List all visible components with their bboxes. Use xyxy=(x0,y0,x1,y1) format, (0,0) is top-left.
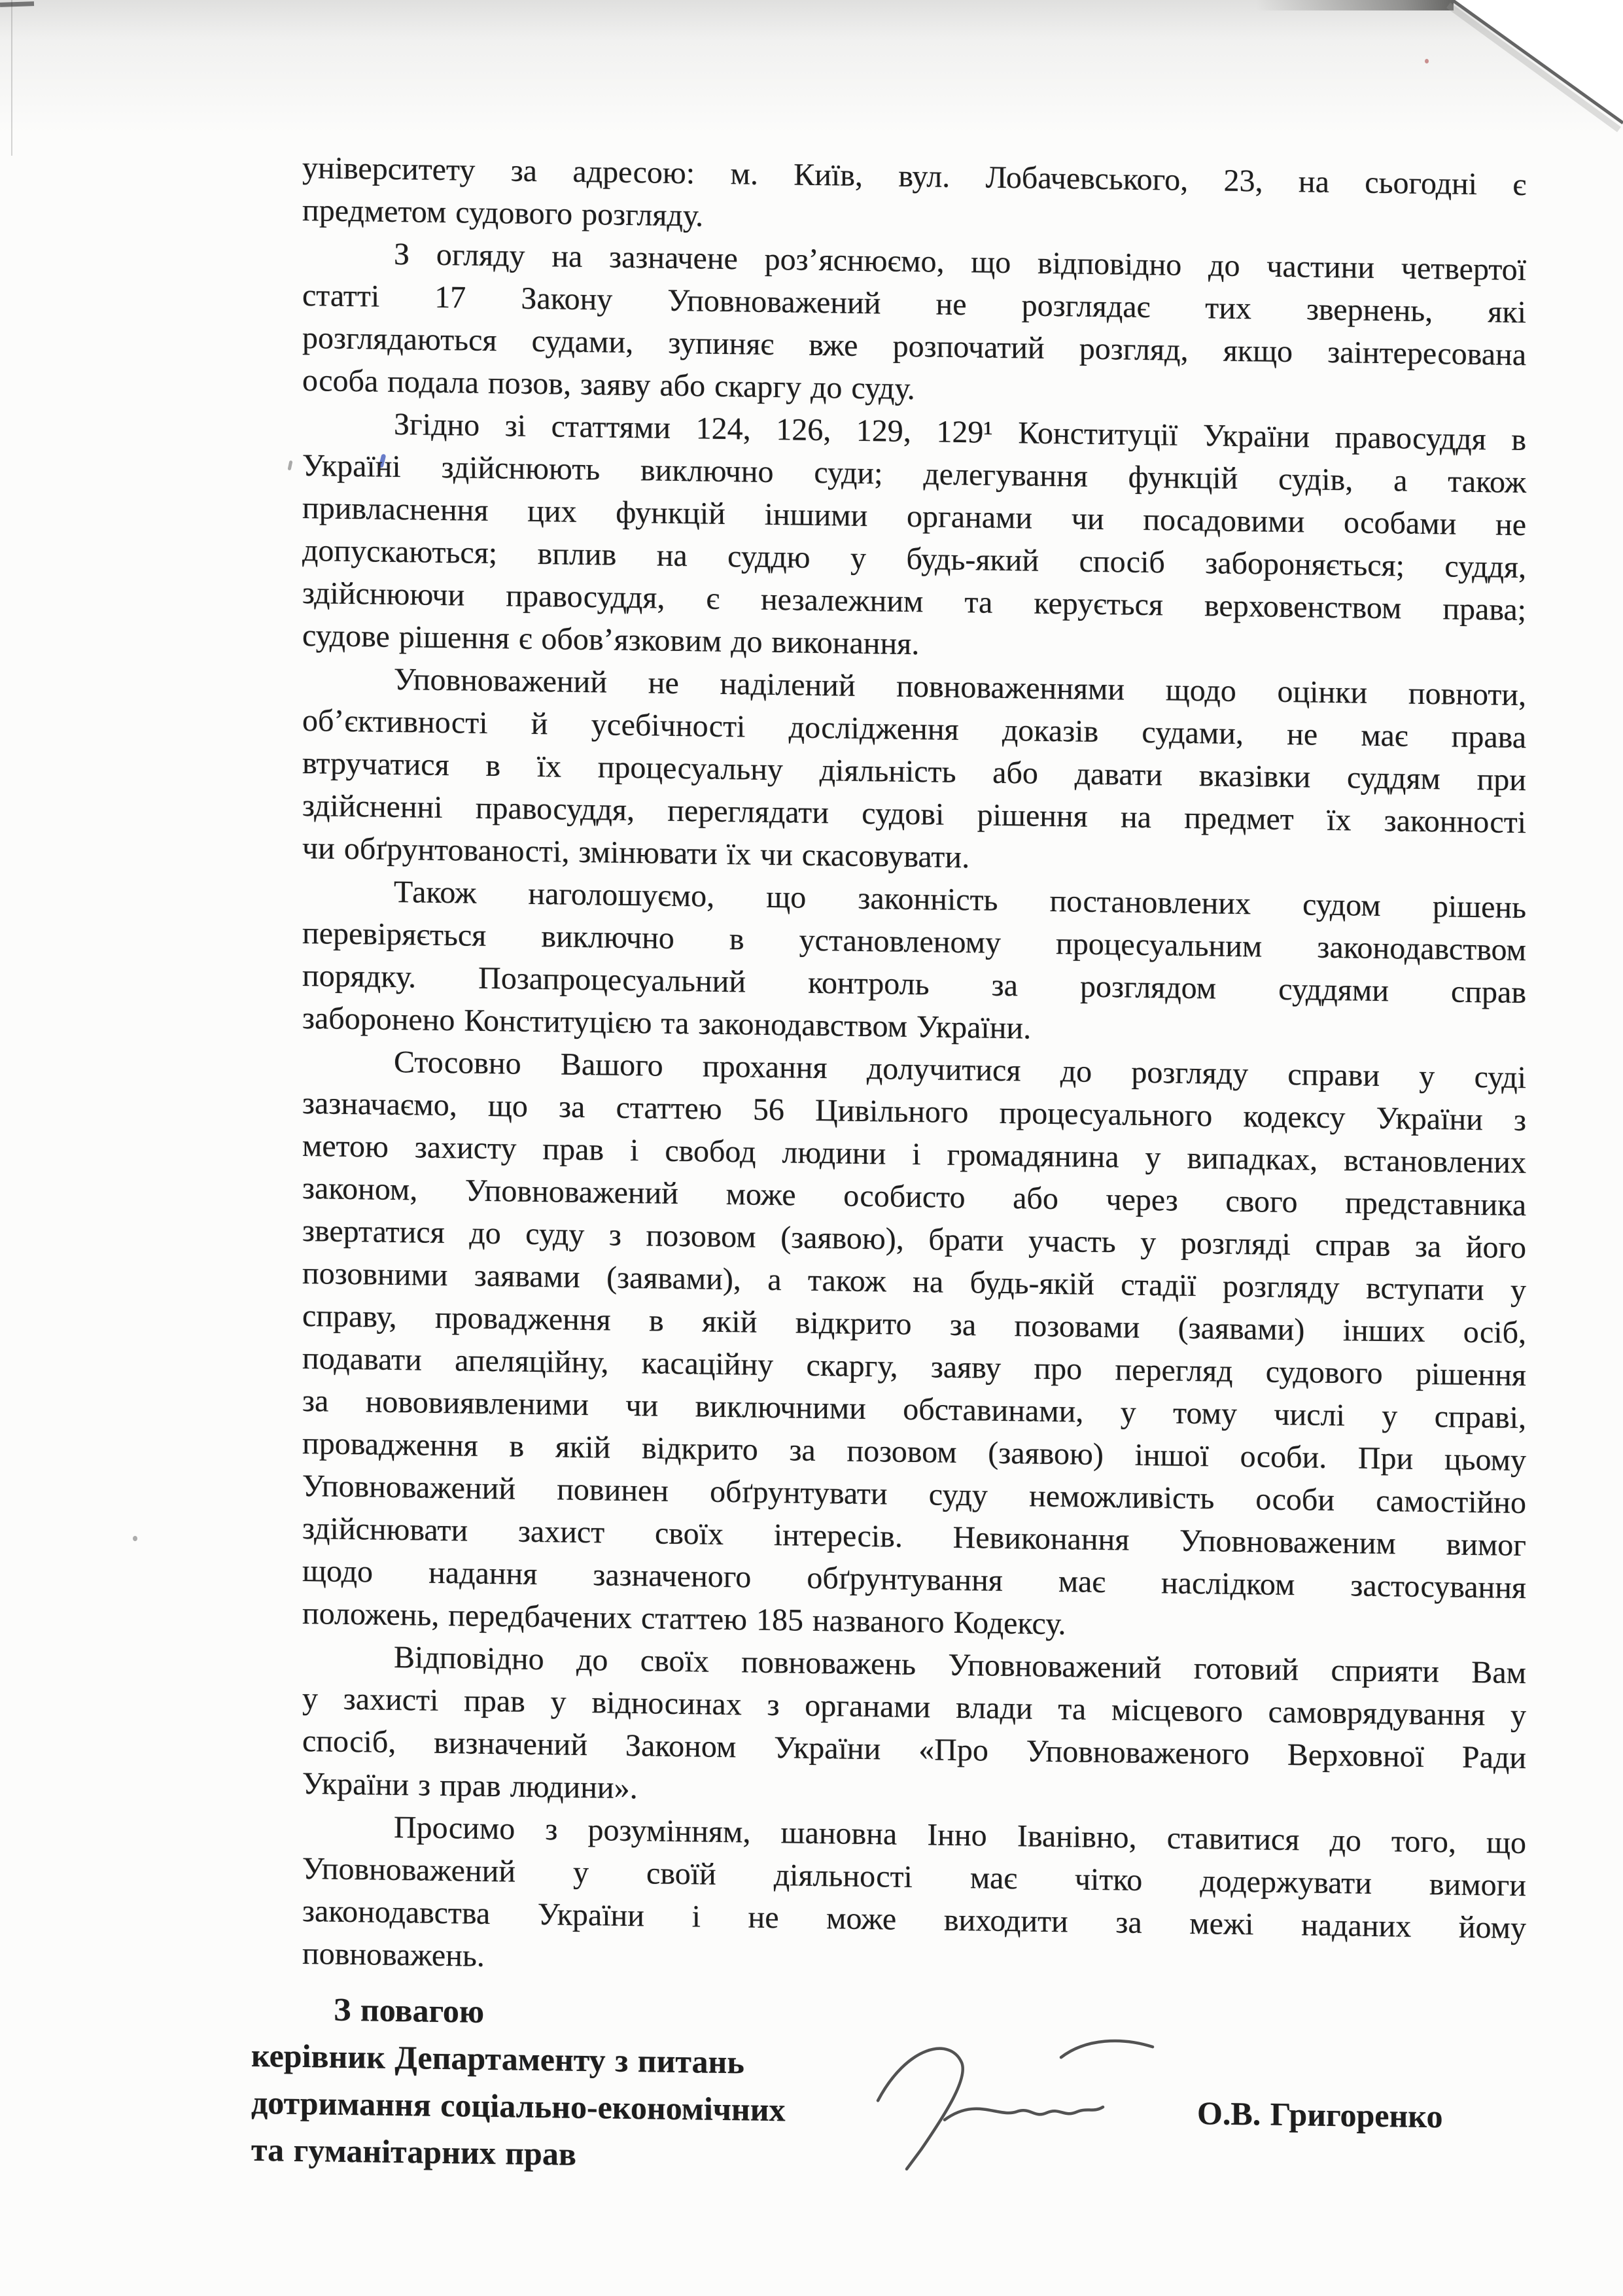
text-line: Просимо з розумінням, шановна Інно Іванівно, ставитися до того, що xyxy=(394,1809,1526,1861)
text-line: судове рішення є обов’язковим до виконання. xyxy=(302,618,920,662)
text-line: України з прав людини». xyxy=(302,1766,638,1806)
text-line: чи обґрунтованості, змінювати їх чи скасовувати. xyxy=(302,831,970,875)
page-edge-shadow xyxy=(1256,0,1454,10)
text-line: зазначаємо, що за статтею 56 Цивільного процесуального кодексу України з xyxy=(302,1086,1526,1138)
text-line: перевіряється виключно в установленому процесуальним законодавством xyxy=(302,916,1526,968)
paragraph xyxy=(302,1805,1526,1992)
text-line: Згідно зі статтями 124, 126, 129, 129¹ Конституції України правосуддя в xyxy=(394,406,1526,458)
text-line: позовними заявами (заявами), а також на будь-якій стадії розгляду вступати у xyxy=(302,1256,1526,1308)
closing-block xyxy=(251,1985,1526,2191)
paragraph xyxy=(302,869,1526,1056)
text-line: законом, Уповноважений може особисто або через свого представника xyxy=(302,1171,1526,1223)
signer-title-line: дотримання соціально-економічних xyxy=(251,2083,786,2129)
text-line: справу, провадження в якій відкрито за позовами (заявами) інших осіб, xyxy=(302,1298,1526,1351)
text-line: метою захисту прав і свобод людини і громадянина у випадках, встановлених xyxy=(302,1128,1526,1181)
paragraph xyxy=(302,147,1526,249)
text-line: Україні здійснюють виключно суди; делегування функцій судів, а також xyxy=(302,448,1526,500)
text-line: привласнення цих функцій іншими органами чи посадовими особами не xyxy=(302,491,1526,543)
text-line: втручатися в їх процесуальну діяльність або давати вказівки суддям при xyxy=(302,746,1526,798)
text-line: здійснювати захист своїх інтересів. Невиконання Уповноваженим вимог xyxy=(302,1511,1526,1563)
text-line: об’єктивності й усебічності дослідження доказів судами, не має права xyxy=(302,703,1526,756)
text-line: Уповноважений повинен обґрунтувати суду неможливість особи самостійно xyxy=(302,1469,1526,1521)
letter-paragraphs xyxy=(302,147,1526,1992)
text-line: предметом судового розгляду. xyxy=(302,193,704,234)
text-line: Уповноважений не наділений повноваженнями щодо оцінки повноти, xyxy=(394,661,1526,713)
text-line: З огляду на зазначене роз’яснюємо, що відповідно до частини четвертої xyxy=(394,236,1526,288)
letter-body xyxy=(251,147,1526,2191)
text-line: здійснюючи правосуддя, є незалежним та керується верховенством права; xyxy=(302,576,1526,628)
scan-edge-artifact xyxy=(11,0,12,156)
scan-speck xyxy=(1425,59,1429,63)
paragraph xyxy=(302,232,1526,419)
paragraph xyxy=(302,402,1526,674)
text-line: Уповноважений у своїй діяльності має чітко додержувати вимоги xyxy=(302,1851,1526,1904)
text-line: у захисті прав у відносинах з органами влади та місцевого самоврядування у xyxy=(302,1681,1526,1733)
text-line: допускаються; вплив на суддю у будь-який спосіб забороняється; суддя, xyxy=(302,533,1526,585)
paragraph xyxy=(302,1039,1526,1652)
text-line: щодо надання зазначеного обґрунтування має наслідком застосування xyxy=(302,1554,1526,1606)
text-line: розглядаються судами, зупиняє вже розпочатий розгляд, якщо заінтересована xyxy=(302,321,1526,373)
scan-speck xyxy=(133,1536,137,1541)
paragraph xyxy=(302,1635,1526,1822)
text-line: законодавства України і не може виходити за межі наданих йому xyxy=(302,1894,1526,1946)
text-line: положень, передбачених статтею 185 названого Кодексу. xyxy=(302,1596,1066,1642)
signer-title-line: та гуманітарних прав xyxy=(251,2131,576,2172)
closing-salutation: З повагою xyxy=(334,1991,485,2030)
text-line: подавати апеляційну, касаційну скаргу, заяву про перегляд судового рішення xyxy=(302,1341,1526,1393)
scan-corner-artifact xyxy=(0,1,34,7)
signature-scribble xyxy=(866,2017,1174,2191)
text-line: здійсненні правосуддя, переглядати судові рішення на предмет їх законності xyxy=(302,788,1526,841)
text-line: за нововиявленими чи виключними обставинами, у тому числі у справі, xyxy=(302,1383,1526,1436)
signer-name: О.В. Григоренко xyxy=(1197,2095,1443,2135)
scan-speck xyxy=(287,461,292,471)
text-line: університету за адресою: м. Київ, вул. Лобачевського, 23, на сьогодні є xyxy=(302,150,1526,203)
text-line: провадження в якій відкрито за позовом (заявою) іншої особи. При цьому xyxy=(302,1426,1526,1478)
text-line: заборонено Конституцією та законодавством України. xyxy=(302,1001,1032,1046)
text-line: статті 17 Закону Уповноважений не розглядає тих звернень, які xyxy=(302,278,1526,330)
text-line: Стосовно Вашого прохання долучитися до розгляду справи у суді xyxy=(394,1044,1526,1096)
text-line: особа подала позов, заяву або скаргу до суду. xyxy=(302,363,915,407)
text-line: звертатися до суду з позовом (заявою), брати участь у розгляді справ за його xyxy=(302,1213,1526,1266)
text-line: повноважень. xyxy=(302,1936,485,1974)
paragraph xyxy=(302,657,1526,886)
text-line: порядку. Позапроцесуальний контроль за розглядом суддями справ xyxy=(302,958,1526,1011)
text-line: спосіб, визначений Законом України «Про Уповноваженого Верховної Ради xyxy=(302,1724,1526,1776)
text-line: Також наголошуємо, що законність постановлених судом рішень xyxy=(394,874,1526,926)
text-line: Відповідно до своїх повноважень Уповноважений готовий сприяти Вам xyxy=(394,1639,1526,1691)
signer-title-line: керівник Департаменту з питань xyxy=(251,2036,744,2081)
